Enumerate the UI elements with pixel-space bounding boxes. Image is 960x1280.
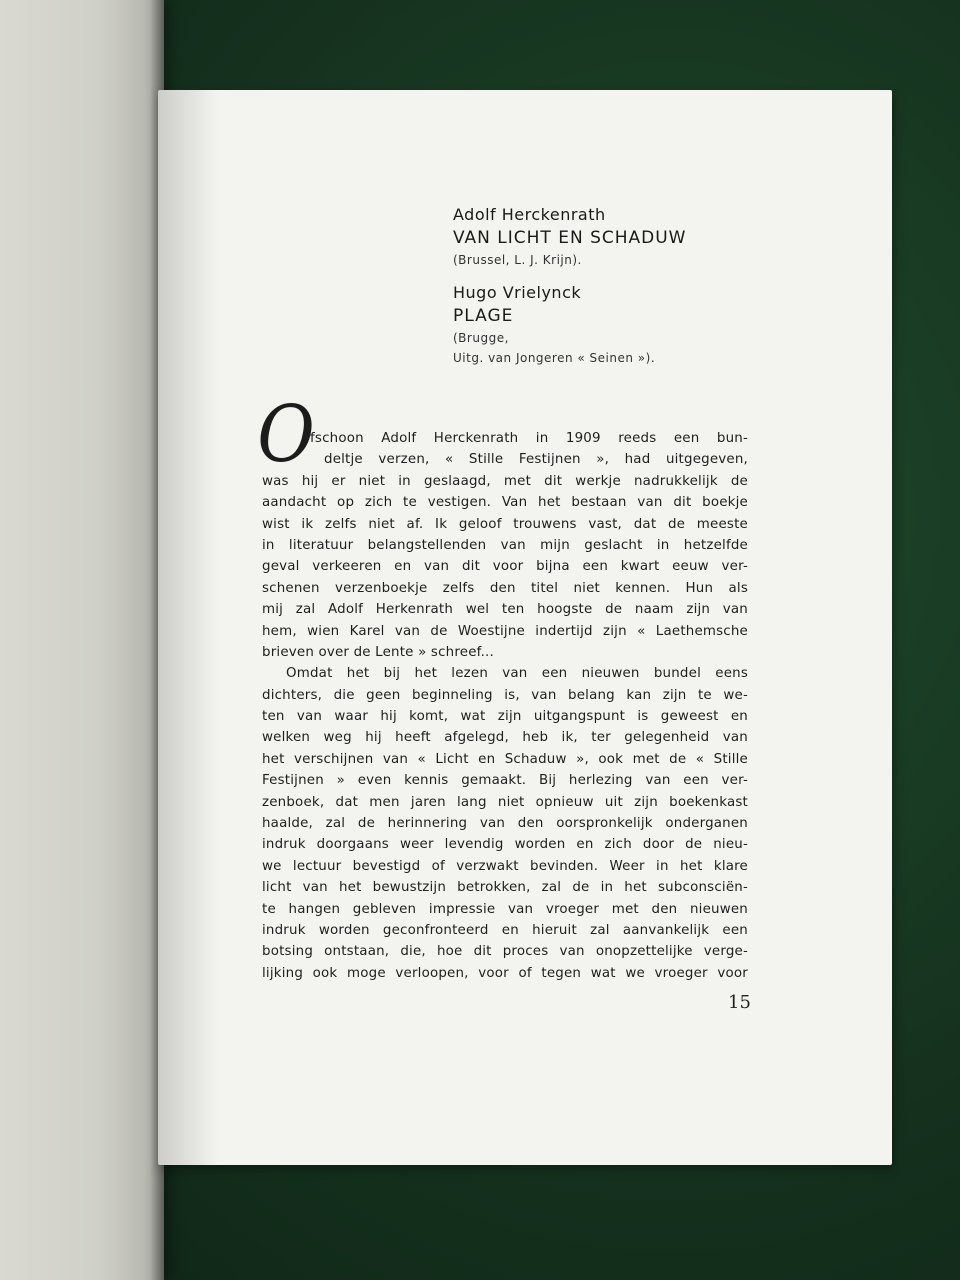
body-line: welken weg hij heeft afgelegd, heb ik, ter gelegenheid van [262, 730, 748, 746]
reference-2 [453, 282, 813, 368]
body-line: deltje verzen, « Stille Festijnen », had uitgegeven, [324, 452, 748, 468]
body-line: wist ik zelfs niet af. Ik geloof trouwens vast, dat de meeste [262, 516, 748, 532]
body-line: brieven over de Lente » schreef... [262, 644, 494, 660]
body-line: te hangen gebleven impressie van vroeger met den nieuwen [262, 901, 748, 917]
body-line: zenboek, dat men jaren lang niet opnieuw uit zijn boekenkast [262, 794, 748, 810]
body-line: hem, wien Karel van de Woestijne indertijd zijn « Laethemsche [262, 623, 748, 639]
reference-title: VAN LICHT EN SCHADUW [453, 228, 687, 248]
page-number: 15 [728, 992, 751, 1013]
body-line: lijking ook moge verloopen, voor of tegen wat we vroeger voor [262, 965, 748, 981]
body-line: aandacht op zich te vestigen. Van het bestaan van dit boekje [262, 495, 748, 511]
body-line: indruk worden geconfronteerd en hieruit zal aanvankelijk een [262, 922, 748, 938]
body-line: schenen verzenboekje zelfs den titel niet kennen. Hun als [262, 580, 748, 596]
body-line: geval verkeeren en van dit voor bijna een kwart eeuw ver- [262, 559, 748, 575]
reference-title: PLAGE [453, 306, 514, 326]
reference-publisher: (Brussel, L. J. Krijn). [453, 253, 582, 267]
reference-author: Adolf Herckenrath [453, 205, 606, 224]
body-line: Festijnen » even kennis gemaakt. Bij herlezing van een ver- [262, 773, 748, 789]
body-line: Omdat het bij het lezen van een nieuwen bundel eens [286, 666, 748, 682]
reference-publisher: (Brugge, [453, 331, 509, 345]
body-line: ten van waar hij komt, wat zijn uitgangspunt is geweest en [262, 709, 748, 725]
body-line: botsing ontstaan, die, hoe dit proces van onopzettelijke verge- [262, 944, 748, 960]
left-page-edge [0, 0, 164, 1280]
body-line: dichters, die geen beginneling is, van belang kan zijn te we- [262, 687, 748, 703]
reference-author: Hugo Vrielynck [453, 283, 582, 302]
body-line: in literatuur belangstellenden van mijn geslacht in hetzelfde [262, 537, 748, 553]
article-body [262, 428, 748, 984]
review-references [453, 204, 813, 368]
body-line: indruk doorgaans weer levendig worden en zich door de nieu- [262, 837, 748, 853]
body-line: licht van het bewustzijn betrokken, zal de in het subconsciën- [262, 880, 748, 896]
body-line: fschoon Adolf Herckenrath in 1909 reeds een bun- [310, 431, 748, 446]
body-line: het verschijnen van « Licht en Schaduw », ook met de « Stille [262, 751, 748, 767]
body-line: was hij er niet in geslaagd, met dit werkje nadrukkelijk de [262, 473, 748, 489]
body-line: we lectuur bevestigd of verzwakt bevinden. Weer in het klare [262, 858, 748, 874]
body-line: haalde, zal de herinnering van den oorspronkelijk onderganen [262, 816, 748, 832]
reference-1 [453, 204, 813, 270]
body-line: mij zal Adolf Herkenrath wel ten hoogste de naam zijn van [262, 602, 748, 618]
reference-publisher: Uitg. van Jongeren « Seinen »). [453, 351, 656, 365]
drop-cap: O [257, 390, 315, 480]
